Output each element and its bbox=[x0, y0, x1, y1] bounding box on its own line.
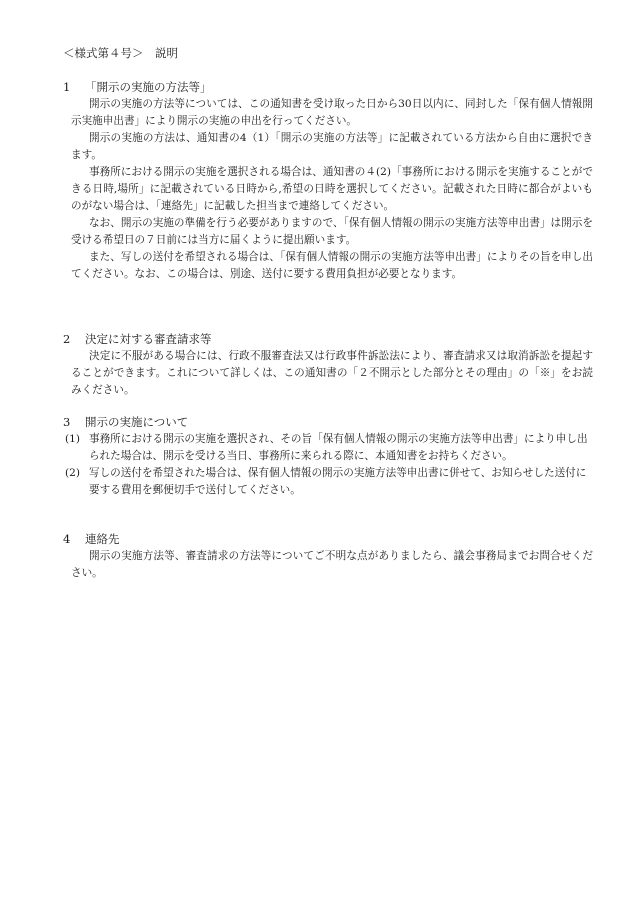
section-implementation-method bbox=[63, 78, 593, 283]
paragraph: 決定に不服がある場合には、行政不服審査法又は行政事件訴訟法により、審査請求又は取消訴訟を提起することができます。これについて詳しくは、この通知書の「２不開示とした部分とその理由」の「※」をお読みください。 bbox=[71, 350, 593, 396]
item-text: 写しの送付を希望された場合は、保有個人情報の開示の実施方法等申出書に併せて、お知らせした送付に要する費用を郵便切手で送付してください。 bbox=[89, 467, 587, 496]
section-heading bbox=[63, 330, 593, 348]
section-number: 2 bbox=[63, 332, 71, 346]
item-text: 事務所における開示の実施を選択され、その旨「保有個人情報の開示の実施方法等申出書」により申し出られた場合は、開示を受ける当日、事務所に来られる際に、本通知書をお持ちください。 bbox=[89, 433, 588, 462]
section-number: 1 bbox=[63, 80, 71, 94]
section-heading bbox=[63, 413, 593, 431]
section-heading bbox=[63, 78, 593, 96]
paragraph: 開示の実施の方法は、通知書の4（1）「開示の実施の方法等」に記載されている方法から自由に選択できます。 bbox=[71, 132, 593, 161]
section-number: 3 bbox=[63, 415, 71, 429]
paragraph: 開示の実施の方法等については、この通知書を受け取った日から30日以内に、同封した「保有個人情報開示実施申出書」により開示の実施の申出を行ってください。 bbox=[71, 98, 593, 127]
paragraph: 開示の実施方法等、審査請求の方法等についてご不明な点がありましたら、議会事務局までお問合せください。 bbox=[71, 550, 593, 579]
item-label: (2) bbox=[65, 467, 81, 479]
paragraph: 事務所における開示の実施を選択される場合は、通知書の４(2)「事務所における開示を実施することができる日時,場所」に記載されている日時から,希望の日時を選択してください。記載された日時に都合がよいものがない場合は、「連絡先」に記載した担当まで連絡してください。 bbox=[71, 166, 593, 212]
form-title: ＜様式第４号＞ 説明 bbox=[63, 46, 178, 60]
section-appeal bbox=[63, 330, 593, 399]
paragraph: なお、開示の実施の準備を行う必要がありますので、「保有個人情報の開示の実施方法等申出書」は開示を受ける希望日の７日前には当方に届くように提出願います。 bbox=[71, 217, 593, 246]
list-item bbox=[63, 431, 593, 465]
list-item bbox=[63, 465, 593, 499]
section-title: 開示の実施について bbox=[85, 415, 189, 429]
section-title: 決定に対する審査請求等 bbox=[85, 332, 212, 346]
section-number: 4 bbox=[63, 532, 71, 546]
section-title: 「開示の実施の方法等」 bbox=[85, 80, 212, 94]
section-title: 連絡先 bbox=[85, 532, 120, 546]
section-heading bbox=[63, 530, 593, 548]
section-contact bbox=[63, 530, 593, 582]
item-label: (1) bbox=[65, 433, 81, 445]
section-disclosure-implementation bbox=[63, 413, 593, 499]
paragraph: また、写しの送付を希望される場合は、「保有個人情報の開示の実施方法等申出書」によりその旨を申し出てください。なお、この場合は、別途、送付に要する費用負担が必要となります。 bbox=[71, 251, 593, 280]
